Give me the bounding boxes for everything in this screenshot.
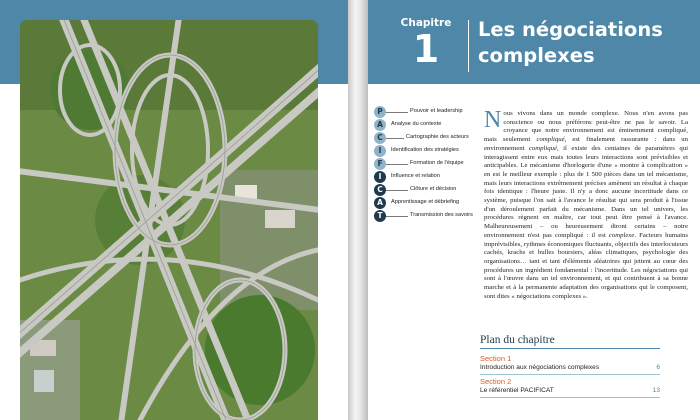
chapter-label: Chapitre (400, 17, 452, 29)
pacificat-letter: F (374, 158, 386, 170)
pacificat-item (374, 119, 486, 131)
chapter-number: 1 (412, 27, 440, 71)
pacificat-item (374, 145, 486, 157)
pacificat-item (374, 210, 486, 222)
leader-line (386, 190, 408, 191)
intro-paragraph (484, 107, 688, 301)
pacificat-letter: C (374, 132, 386, 144)
pacificat-item (374, 132, 486, 144)
pacificat-item (374, 171, 486, 183)
pacificat-letter: I (374, 171, 386, 183)
leader-line (386, 216, 408, 217)
plan-section-2[interactable] (480, 377, 660, 397)
pacificat-item (374, 106, 486, 118)
pacificat-letter: I (374, 145, 386, 157)
leader-line (386, 138, 404, 139)
section-divider (480, 397, 660, 398)
emphasis: compliqué (528, 144, 558, 152)
plan-divider (480, 348, 660, 349)
section-page-number: 13 (652, 387, 660, 394)
right-page (368, 0, 700, 420)
pacificat-label: Clôture et décision (410, 186, 457, 192)
pacificat-label: Transmission des savoirs (410, 212, 473, 218)
pacificat-label: Cartographie des acteurs (406, 134, 469, 140)
plan-title: Plan du chapitre (480, 334, 555, 346)
pacificat-item (374, 158, 486, 170)
section-label: Section 2 (480, 377, 512, 386)
pacificat-letter: T (374, 210, 386, 222)
body-text-segment: ous vivons dans un monde complexe. Nous n'en avons pas conscience ou nous préférons peut-être ne pas le savoir. La croyance que notre environnement est éminemment compliqué, mais seulement (484, 110, 688, 144)
section-page-number: 6 (656, 364, 660, 371)
plan-section-1[interactable] (480, 354, 660, 374)
header-divider (468, 20, 469, 72)
chapter-title-line1: Les négociations (478, 18, 663, 41)
drop-cap: N (484, 107, 502, 133)
emphasis: complexe (608, 231, 635, 239)
pacificat-item (374, 184, 486, 196)
emphasis: compliqué (536, 136, 565, 144)
pacificat-label: Identification des stratégies (391, 147, 459, 153)
pacificat-label: Pouvoir et leadership (410, 108, 463, 114)
leader-line (386, 164, 408, 165)
section-divider (480, 374, 660, 375)
pacificat-letter: C (374, 184, 386, 196)
pacificat-label: Formation de l'équipe (410, 160, 464, 166)
section-label: Section 1 (480, 354, 512, 363)
pacificat-label: Apprentissage et débriefing (391, 199, 460, 205)
photo-icon (20, 20, 318, 420)
section-title: Le référentiel PACIFICAT (480, 387, 554, 394)
pacificat-item (374, 197, 486, 209)
body-text-segment: . Facteurs humains imprévisibles, rythmes économiques fluctuants, objectifs des interlocuteurs cachés, krachs et bulles boursiers, aléas climatiques, psychologie des organisations… tant et tant d'éléments aléatoires qui jettent au cœur des procédures un ingrédient fondamental : l'incertitude. Les négociations qui sont à l'œuvre dans un tel environnement, et qui contribuent à sa bonne marche et à la permanente adaptation des organisations qui le composent, sont dites « négociations complexes ». (484, 231, 688, 300)
leader-line (386, 112, 408, 113)
chapter-title-line2: complexes (478, 44, 595, 67)
section-title: Introduction aux négociations complexes (480, 364, 600, 371)
aerial-highway-photo (20, 20, 318, 420)
pacificat-letter: A (374, 119, 386, 131)
pacificat-letter: P (374, 106, 386, 118)
chapter-title (478, 17, 693, 69)
pacificat-letter: A (374, 197, 386, 209)
book-gutter (348, 0, 368, 420)
pacificat-label: Influence et relation (391, 173, 440, 179)
body-text-segment: , est finalement rassurante : dans un environnement (484, 136, 688, 152)
pacificat-label: Analyse du contexte (391, 121, 442, 127)
body-text-segment: , il existe des centaines de paramètres qui interagissent entre eux mais toutes leurs interactions sont prévisibles et anticipables. Le mécanisme d'horlogerie d'une « montre à complication » en est le meilleur exemple : plus de 1 500 pièces dans un tel mécanisme, mais leurs interactions extrêmement précises amènent un résultat à chaque fois identique : l'heure juste. Il n'y a donc aucune incertitude dans ce système, puisque l'on sait à l'avance le résultat qui sera produit à l'issue d'un déroulement parfait du mécanisme. Dans un tel univers, les procédures règnent en maître, car tout peut être pensé à l'avance. Malheureusement – ou heureusement diront certains – notre environnement n'est pas compliqué : il est (484, 144, 688, 239)
pacificat-diagram (374, 106, 486, 226)
